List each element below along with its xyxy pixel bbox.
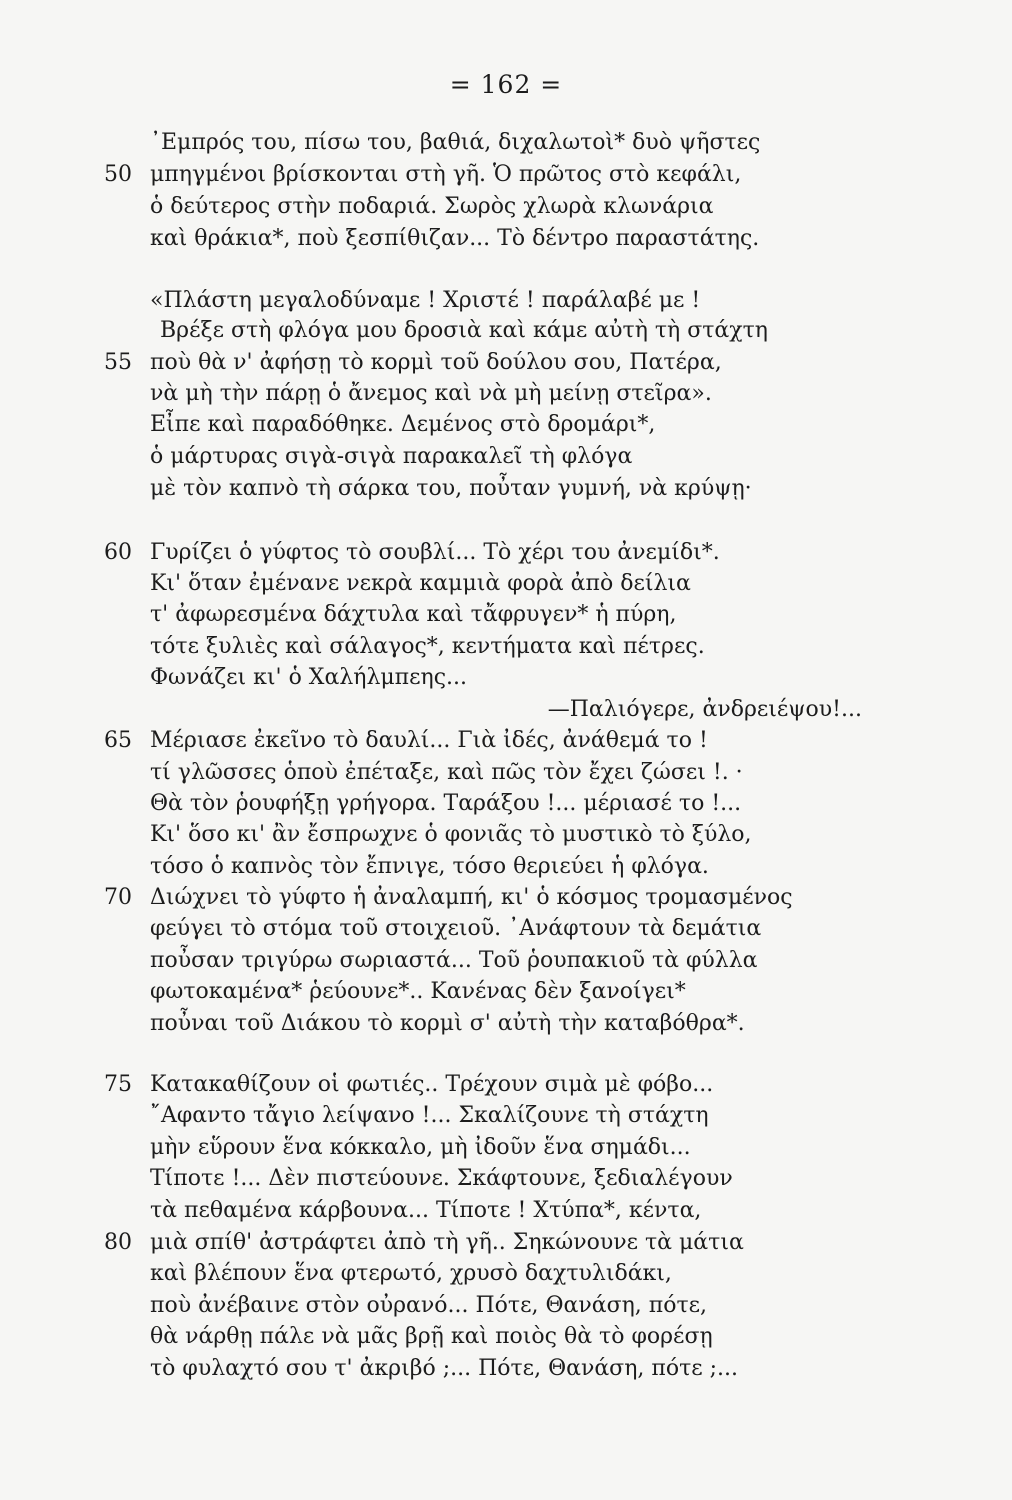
verse-line: Τίποτε !... Δὲν πιστεύουνε. Σκάφτουνε, ξεδιαλέγουν [150,1166,733,1191]
verse-line: ᾿Εμπρός του, πίσω του, βαθιά, διχαλωτοὶ* δυὸ ψῆστες [150,130,761,155]
verse-line: Κι' ὅσο κι' ἂν ἔσπρωχνε ὁ φονιᾶς τὸ μυστικὸ τὸ ξύλο, [150,822,752,847]
page-number: = 162 = [449,70,563,99]
verse-line: καὶ θράκια*, ποὺ ξεσπίθιζαν... Τὸ δέντρο παραστάτης. [150,226,760,251]
verse-line: θὰ νάρθῃ πάλε νὰ μᾶς βρῇ καὶ ποιὸς θὰ τὸ φορέσῃ [150,1324,713,1349]
line-number: 65 [104,728,132,753]
verse-line: μὴν εὕρουν ἕνα κόκκαλο, μὴ ἰδοῦν ἕνα σημάδι... [150,1135,691,1160]
verse-line: μὲ τὸν καπνὸ τὴ σάρκα του, ποὖταν γυμνή, νὰ κρύψῃ· [150,476,752,501]
line-number: 50 [104,162,132,187]
verse-line: —Παλιόγερε, ἀνδρειέψου!... [547,697,862,722]
verse-line: Κατακαθίζουν οἱ φωτιές.. Τρέχουν σιμὰ μὲ φόβο... [150,1072,714,1097]
verse-line: ῎Αφαντο τἄγιο λείψανο !... Σκαλίζουνε τὴ στάχτη [150,1103,709,1128]
verse-line: ποὖναι τοῦ Διάκου τὸ κορμὶ σ' αὐτὴ τὴν καταβόθρα*. [150,1011,745,1036]
verse-line: ὁ μάρτυρας σιγὰ-σιγὰ παρακαλεῖ τὴ φλόγα [150,444,633,469]
verse-line: ποὺ θὰ ν' ἀφήσῃ τὸ κορμὶ τοῦ δούλου σου, Πατέρα, [150,350,722,375]
verse-line: καὶ βλέπουν ἕνα φτερωτό, χρυσὸ δαχτυλιδάκι, [150,1261,672,1286]
verse-line: τὸ φυλαχτό σου τ' ἀκριβό ;... Πότε, Θανάση, πότε ;... [150,1356,739,1381]
verse-line: τὰ πεθαμένα κάρβουνα... Τίποτε ! Χτύπα*, κέντα, [150,1198,702,1223]
line-number: 60 [104,540,132,565]
verse-line: νὰ μὴ τὴν πάρῃ ὁ ἄνεμος καὶ νὰ μὴ μείνῃ στεῖρα». [150,381,712,406]
verse-line: ποὺ ἀνέβαινε στὸν οὐρανό... Πότε, Θανάση, πότε, [150,1293,708,1318]
line-number: 55 [104,350,132,375]
verse-line: Γυρίζει ὁ γύφτος τὸ σουβλί... Τὸ χέρι του ἀνεμίδι*. [150,540,720,565]
verse-line: τ' ἀφωρεσμένα δάχτυλα καὶ τἄφρυγεν* ἡ πύρη, [150,602,677,627]
verse-line: Θὰ τὸν ῥουφήξῃ γρήγορα. Ταράξου !... μέριασέ το !... [150,791,742,816]
verse-line: τί γλῶσσες ὁποὺ ἐπέταξε, καὶ πῶς τὸν ἔχει ζώσει !. · [150,760,743,785]
line-number: 75 [104,1072,132,1097]
verse-line: Μέριασε ἐκεῖνο τὸ δαυλί... Γιὰ ἰδές, ἀνάθεμά το ! [150,728,708,753]
verse-line: τότε ξυλιὲς καὶ σάλαγος*, κεντήματα καὶ πέτρες. [150,634,705,659]
line-number: 70 [104,885,132,910]
verse-line: μπηγμένοι βρίσκονται στὴ γῆ. Ὁ πρῶτος στὸ κεφάλι, [150,162,742,187]
verse-line: ὁ δεύτερος στὴν ποδαριά. Σωρὸς χλωρὰ κλωνάρια [150,194,714,219]
verse-line: Διώχνει τὸ γύφτο ἡ ἀναλαμπή, κι' ὁ κόσμος τρομασμένος [150,885,793,910]
verse-line: Βρέξε στὴ φλόγα μου δροσιὰ καὶ κάμε αὐτὴ τὴ στάχτη [160,318,768,343]
verse-line: Κι' ὅταν ἐμένανε νεκρὰ καμμιὰ φορὰ ἀπὸ δείλια [150,571,691,596]
verse-line: μιὰ σπίθ' ἀστράφτει ἀπὸ τὴ γῆ.. Σηκώνουνε τὰ μάτια [150,1230,744,1255]
verse-line: Φωνάζει κι' ὁ Χαλήλμπεης... [150,665,468,690]
verse-line: τόσο ὁ καπνὸς τὸν ἔπνιγε, τόσο θεριεύει ἡ φλόγα. [150,854,709,879]
verse-line: «Πλάστη μεγαλοδύναμε ! Χριστέ ! παράλαβέ με ! [150,288,701,313]
verse-line: φωτοκαμένα* ῥεύουνε*.. Κανένας δὲν ξανοίγει* [150,979,686,1004]
verse-line: φεύγει τὸ στόμα τοῦ στοιχειοῦ. ᾿Ανάφτουν τὰ δεμάτια [150,916,762,941]
verse-line: Εἶπε καὶ παραδόθηκε. Δεμένος στὸ δρομάρι*, [150,412,656,437]
line-number: 80 [104,1230,132,1255]
verse-line: ποὖσαν τριγύρω σωριαστά... Τοῦ ῥουπακιοῦ τὰ φύλλα [150,948,758,973]
